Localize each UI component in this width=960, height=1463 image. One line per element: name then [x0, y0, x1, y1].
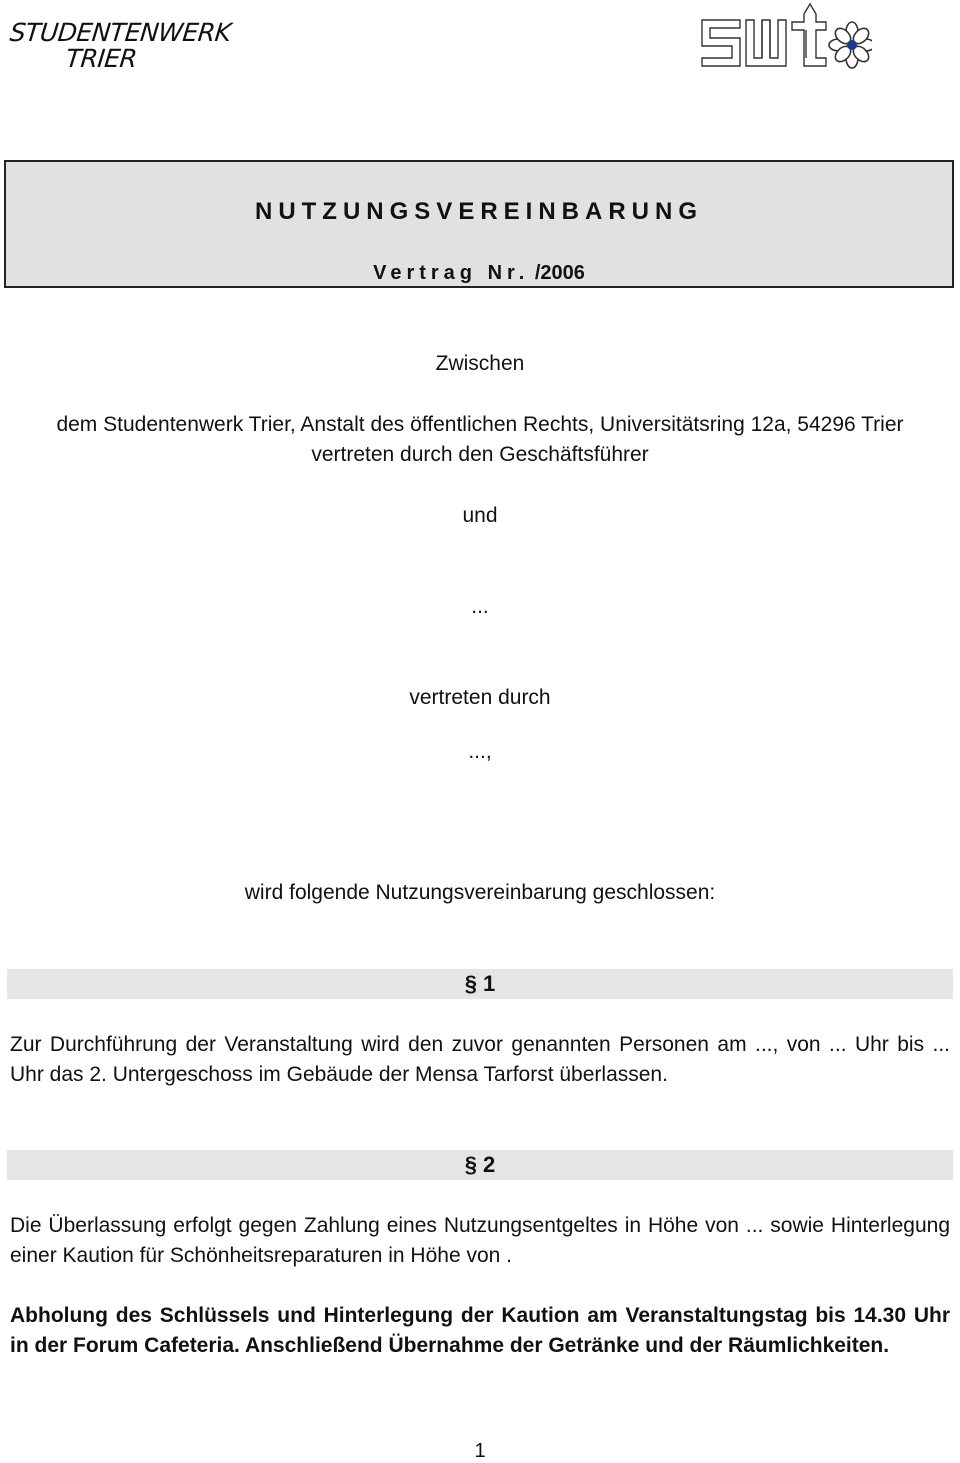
logo-text-line1: STUDENTENWERK — [8, 18, 233, 47]
section-2-bold-text: Abholung des Schlüssels und Hinterlegung der Kaution am Veranstaltungstag bis 14.30 Uhr in der Forum Cafeteria. Anschließend Übernahme der Getränke und der Räumlichkeiten. — [10, 1304, 950, 1357]
representative-placeholder: ..., — [468, 740, 492, 763]
studentenwerk-logo — [8, 14, 233, 74]
party1-line2: vertreten durch den Geschäftsführer — [311, 443, 649, 466]
document-title: NUTZUNGSVEREINBARUNG — [254, 198, 703, 225]
contract-prefix: Vertrag Nr. — [373, 262, 530, 284]
and-label: und — [462, 504, 498, 527]
section-1-number: § 1 — [464, 971, 496, 996]
contract-number-value: /2006 — [534, 262, 585, 284]
page-number: 1 — [474, 1440, 486, 1462]
section-1-text: Zur Durchführung der Veranstaltung wird den zuvor genannten Personen am ..., von ... Uhr bis ... Uhr das 2. Untergeschoss im Gebäude der Mensa Tarforst überlassen. — [10, 1033, 950, 1086]
section-1-header — [7, 969, 953, 999]
between-label: Zwischen — [435, 352, 525, 375]
section-2-number: § 2 — [464, 1152, 496, 1177]
party2-placeholder: ... — [471, 595, 489, 618]
contract-number — [6, 262, 952, 285]
concluded-statement: wird folgende Nutzungsvereinbarung geschlossen: — [244, 881, 716, 904]
swt-flower-logo — [700, 2, 872, 72]
logo-text-line2: TRIER — [64, 44, 139, 73]
title-box — [4, 160, 954, 288]
section-2-header — [7, 1150, 953, 1180]
party1-line1: dem Studentenwerk Trier, Anstalt des öffentlichen Rechts, Universitätsring 12a, 54296 Trier — [56, 413, 904, 436]
section-2-text: Die Überlassung erfolgt gegen Zahlung eines Nutzungsentgeltes in Höhe von ... sowie Hinterlegung einer Kaution für Schönheitsreparaturen in Höhe von . — [10, 1214, 950, 1267]
represented-by-label: vertreten durch — [409, 686, 551, 709]
